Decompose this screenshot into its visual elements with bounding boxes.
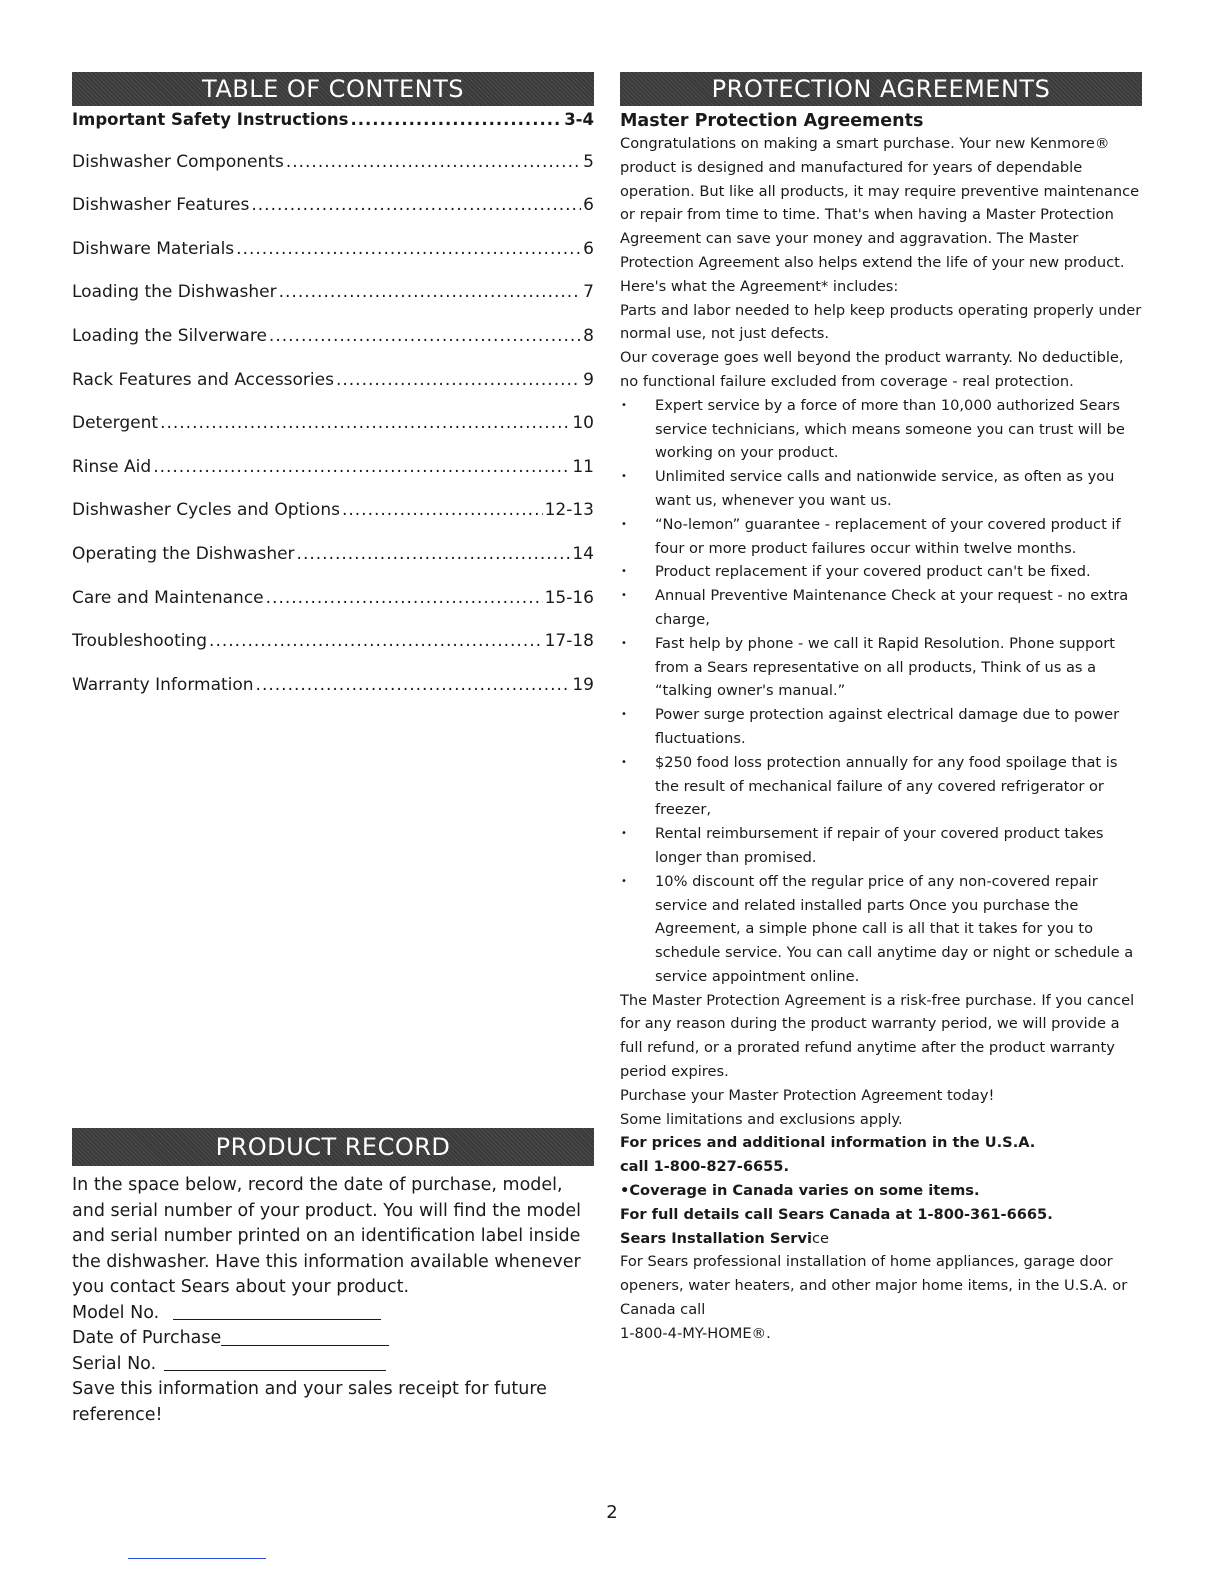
- toc-list: [72, 109, 594, 696]
- toc-entry-page: 10: [572, 413, 594, 434]
- toc-entry: [72, 631, 594, 652]
- toc-entry-page: 17-18: [544, 631, 594, 652]
- toc-entry-label: Rinse Aid: [72, 456, 152, 477]
- toc-entry-page: 12-13: [544, 500, 594, 521]
- toc-leader-dots: [286, 152, 581, 173]
- model-number-line[interactable]: [173, 1302, 381, 1320]
- toc-entry-page: 7: [583, 282, 594, 303]
- list-item: • 10% discount off the regular price of any non-covered repair service and related installed parts Once you purchase the Agreement, a simple phone call is all that it takes for you to schedule service. You can call anytime day or night or schedule a service appointment online.: [620, 870, 1142, 989]
- serial-number-field[interactable]: [72, 1352, 594, 1378]
- installation-phone: 1-800-4-MY-HOME®.: [620, 1324, 771, 1342]
- product-record-body: [72, 1173, 594, 1428]
- toc-entry-page: 6: [583, 238, 594, 259]
- toc-entry-page: 3-4: [564, 110, 594, 129]
- toc-entry-label: Dishwasher Features: [72, 195, 250, 216]
- toc-entry: [72, 109, 594, 130]
- toc-entry-label: Dishwasher Components: [72, 151, 284, 172]
- toc-entry-page: 11: [572, 456, 594, 477]
- record-closing: Save this information and your sales receipt for future reference!: [72, 1379, 547, 1425]
- toc-entry-label: Rack Features and Accessories: [72, 369, 334, 390]
- toc-entry-label: Loading the Silverware: [72, 325, 267, 346]
- protection-limitations: Some limitations and exclusions apply.: [620, 1110, 903, 1128]
- protection-purchase-today: Purchase your Master Protection Agreement today!: [620, 1086, 995, 1104]
- protection-prices: For prices and additional information in the U.S.A.: [620, 1134, 1036, 1152]
- protection-risk-free: The Master Protection Agreement is a risk-free purchase. If you cancel for any reason during the product warranty period, we will provide a full refund, or a prorated refund anytime after the product warranty period expires.: [620, 991, 1135, 1081]
- toc-entry: [72, 588, 594, 609]
- product-record: [72, 1128, 594, 1428]
- toc-entry-page: 6: [583, 195, 594, 216]
- toc-leader-dots: [266, 588, 543, 609]
- toc-entry-label: Dishware Materials: [72, 238, 235, 259]
- date-of-purchase-label: Date of Purchase: [72, 1328, 222, 1348]
- record-intro: In the space below, record the date of purchase, model, and serial number of your product. You will find the model and serial number printed on an identification label inside the dishwasher. Have this information available whenever you contact Sears about your product.: [72, 1175, 581, 1297]
- list-item: • Unlimited service calls and nationwide service, as often as you want us, whenever you want us.: [620, 465, 1142, 513]
- toc-leader-dots: [256, 675, 571, 696]
- installation-heading-rest: ce: [812, 1229, 830, 1247]
- model-number-field[interactable]: [72, 1301, 594, 1327]
- toc-entry-label: Detergent: [72, 413, 159, 434]
- toc-entry-label: Troubleshooting: [72, 631, 208, 652]
- toc-entry: [72, 195, 594, 216]
- toc-entry-page: 14: [572, 543, 594, 564]
- serial-number-label: Serial No.: [72, 1353, 157, 1374]
- toc-leader-dots: [279, 282, 582, 303]
- protection-call-phone: call 1-800-827-6655.: [620, 1158, 789, 1176]
- installation-heading-bold: Sears Installation Servi: [620, 1229, 812, 1247]
- toc-entry: [72, 413, 594, 434]
- toc-leader-dots: [336, 370, 581, 391]
- toc-entry: [72, 152, 594, 173]
- toc-leader-dots: [342, 500, 543, 521]
- toc-leader-dots: [209, 631, 543, 652]
- toc-entry-page: 9: [583, 369, 594, 390]
- protection-body: [620, 132, 1142, 1346]
- canada-coverage: •Coverage in Canada varies on some items.: [620, 1182, 980, 1200]
- canada-details: For full details call Sears Canada at 1-800-361-6665.: [620, 1205, 1053, 1223]
- installation-text: For Sears professional installation of home appliances, garage door openers, water heaters, and other major home items, in the U.S.A. or Canada call: [620, 1253, 1128, 1319]
- list-item: • Expert service by a force of more than 10,000 authorized Sears service technicians, which means someone you can trust will be working on your product.: [620, 394, 1142, 465]
- protection-subtitle: Master Protection Agreements: [620, 111, 924, 131]
- toc-leader-dots: [297, 544, 571, 565]
- protection-intro: Congratulations on making a smart purchase. Your new Kenmore® product is designed and manufactured for years of dependable operation. But like all products, it may require preventive maintenance or repair from time to time. That's when having a Master Protection Agreement can save your money and aggravation. The Master Protection Agreement also helps extend the life of your new product. Here's what the Agreement* includes:: [620, 135, 1140, 295]
- toc-entry-page: 19: [572, 674, 594, 695]
- list-item: • $250 food loss protection annually for any food spoilage that is the result of mechanical failure of any covered refrigerator or freezer,: [620, 751, 1142, 822]
- list-item: • Fast help by phone - we call it Rapid Resolution. Phone support from a Sears representative on all products, Think of us as a “talking owner's manual.”: [620, 632, 1142, 703]
- toc-entry-label: Dishwasher Cycles and Options: [72, 500, 340, 521]
- toc-entry-page: 8: [583, 325, 594, 346]
- date-of-purchase-line[interactable]: [221, 1328, 389, 1346]
- list-item: • Product replacement if your covered product can't be fixed.: [620, 560, 1142, 584]
- toc-entry-label: Loading the Dishwasher: [72, 282, 277, 303]
- list-item: • “No-lemon” guarantee - replacement of your covered product if four or more product failures occur within twelve months.: [620, 513, 1142, 561]
- toc-entry-page: 15-16: [544, 587, 594, 608]
- product-record-banner: PRODUCT RECORD: [72, 1128, 594, 1166]
- table-of-contents: [72, 72, 594, 718]
- toc-entry: [72, 239, 594, 260]
- protection-agreements: [620, 72, 1142, 1346]
- protection-banner: PROTECTION AGREEMENTS: [620, 72, 1142, 106]
- toc-entry: [72, 544, 594, 565]
- toc-entry-label: Care and Maintenance: [72, 587, 264, 608]
- list-item: • Annual Preventive Maintenance Check at your request - no extra charge,: [620, 584, 1142, 632]
- toc-leader-dots: [351, 109, 563, 130]
- toc-entry: [72, 282, 594, 303]
- installation-heading: [620, 1227, 1142, 1251]
- page-number: 2: [606, 1502, 618, 1523]
- footer-rule: [128, 1558, 266, 1559]
- toc-entry: [72, 370, 594, 391]
- toc-entry-page: 5: [583, 151, 594, 172]
- toc-entry: [72, 675, 594, 696]
- toc-entry-label: Warranty Information: [72, 674, 254, 695]
- toc-leader-dots: [160, 413, 570, 434]
- toc-leader-dots: [153, 457, 570, 478]
- model-number-label: Model No.: [72, 1302, 160, 1323]
- toc-entry-label: Operating the Dishwasher: [72, 543, 295, 564]
- list-item: • Rental reimbursement if repair of your covered product takes longer than promised.: [620, 822, 1142, 870]
- toc-entry: [72, 457, 594, 478]
- toc-entry-label: Important Safety Instructions: [72, 110, 349, 129]
- serial-number-line[interactable]: [164, 1353, 386, 1371]
- protection-coverage: Our coverage goes well beyond the product warranty. No deductible, no functional failure excluded from coverage - real protection.: [620, 349, 1124, 390]
- toc-leader-dots: [251, 195, 581, 216]
- protection-benefits-list: [620, 394, 1142, 989]
- toc-leader-dots: [269, 326, 581, 347]
- toc-leader-dots: [236, 239, 581, 260]
- protection-parts: Parts and labor needed to help keep products operating properly under normal use, not just defects.: [620, 301, 1142, 343]
- toc-banner: TABLE OF CONTENTS: [72, 72, 594, 106]
- toc-entry: [72, 500, 594, 521]
- date-of-purchase-field[interactable]: [72, 1326, 594, 1352]
- list-item: • Power surge protection against electrical damage due to power fluctuations.: [620, 703, 1142, 751]
- toc-entry: [72, 326, 594, 347]
